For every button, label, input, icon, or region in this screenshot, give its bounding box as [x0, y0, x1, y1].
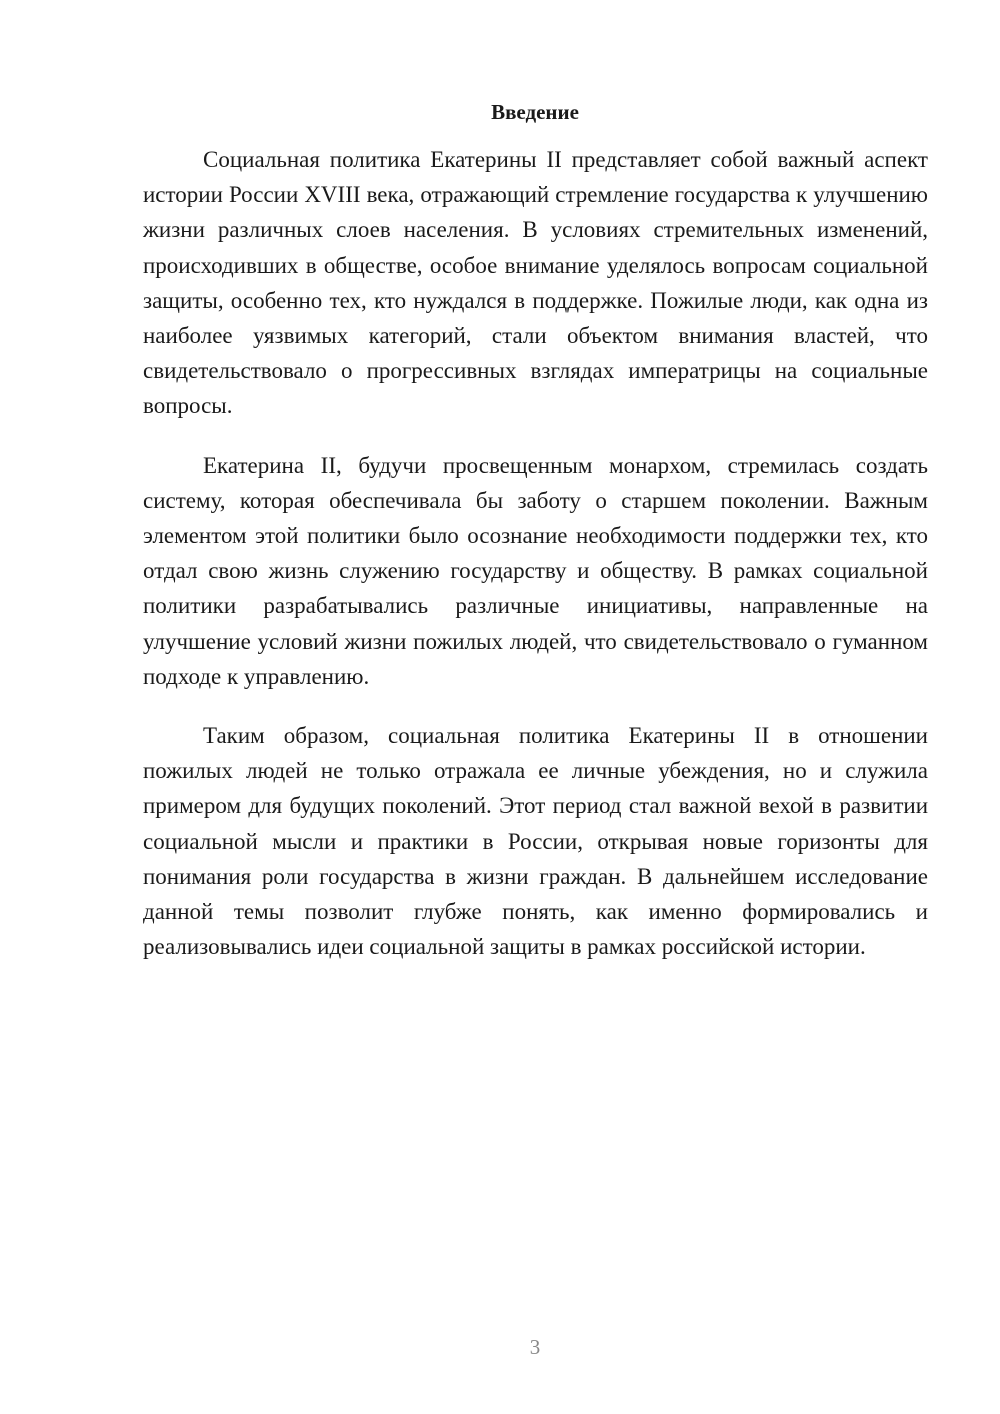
- section-heading: Введение: [491, 100, 579, 124]
- paragraph-2: Екатерина II, будучи просвещенным монархом, стремилась создать систему, которая обеспечивала бы заботу о старшем поколении. Важным элементом этой политики было осознание необходимости поддержки тех, кто отдал свою жизнь служению государству и обществу. В рамках социальной политики разрабатывались различные инициативы, направленные на улучшение условий жизни пожилых людей, что свидетельствовало о гуманном подходе к управлению.: [143, 452, 928, 689]
- paragraph-3: Таким образом, социальная политика Екатерины II в отношении пожилых людей не только отражала ее личные убеждения, но и служила примером для будущих поколений. Этот период стал важной вехой в развитии социальной мысли и практики в России, открывая новые горизонты для понимания роли государства в жизни граждан. В дальнейшем исследование данной темы позволит глубже понять, как именно формировались и реализовывались идеи социальной защиты в рамках российской истории.: [143, 723, 928, 960]
- document-body: [143, 142, 928, 988]
- paragraph-1: Социальная политика Екатерины II представляет собой важный аспект истории России XVIII века, отражающий стремление государства к улучшению жизни различных слоев населения. В условиях стремительных изменений, происходивших в обществе, особое внимание уделялось вопросам социальной защиты, особенно тех, кто нуждался в поддержке. Пожилые люди, как одна из наиболее уязвимых категорий, стали объектом внимания властей, что свидетельствовало о прогрессивных взглядах императрицы на социальные вопросы.: [143, 147, 928, 419]
- page-number: 3: [529, 1335, 541, 1359]
